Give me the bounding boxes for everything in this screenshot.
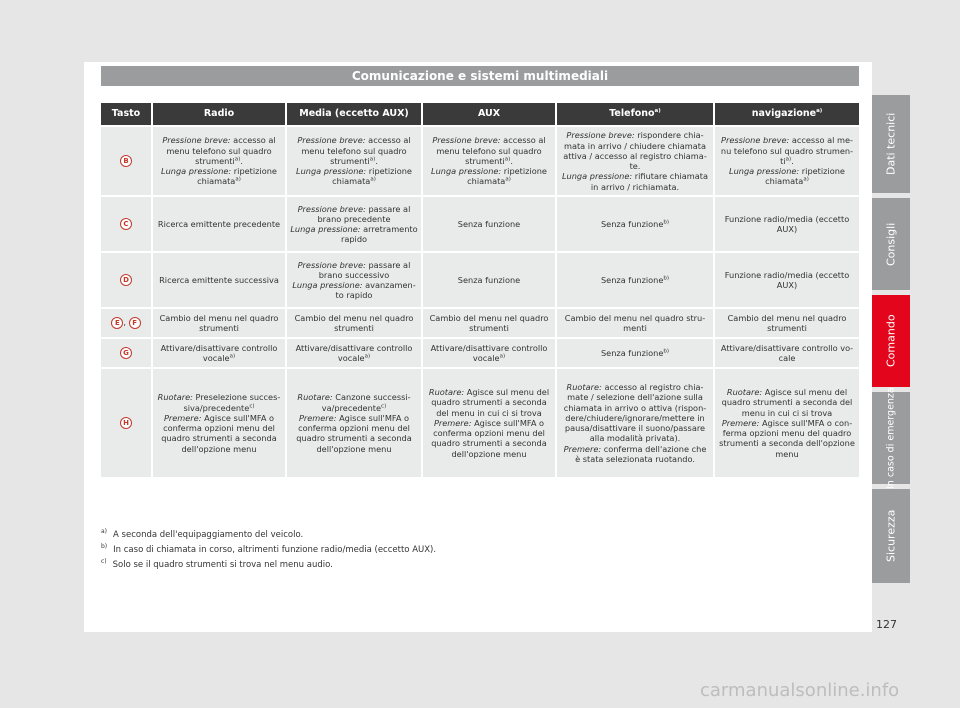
table-cell: Pressione breve: passare al brano successivo Lunga pressione: avanzamento rapido — [285, 253, 421, 307]
col-media: Media (eccetto AUX) — [285, 103, 421, 125]
table-header-row — [101, 103, 859, 125]
table-cell: Senza funzione$^{b)}$ — [555, 197, 713, 251]
table-cell: Cambio del menu nel quadro strumenti — [421, 309, 555, 337]
table-cell: Attivare/disattivare controllo vocale$^{a)}$ — [285, 339, 421, 367]
tab-consigli[interactable]: Consigli — [872, 198, 910, 290]
table-cell: Pressione breve: accesso al menu telefono sul quadro strumenti$^{a)}$. Lunga pressione: ripetizione chiamata$^{a)}$ — [713, 127, 859, 195]
table-cell: Senza funzione$^{b)}$ — [555, 339, 713, 367]
section-header: Comunicazione e sistemi multimediali — [101, 66, 859, 86]
footnote: $^{c)}$ Solo se il quadro strumenti si trova nel menu audio. — [101, 558, 333, 570]
table-cell: Pressione breve: accesso al menu telefono sul quadro strumenti$^{a)}$. Lunga pressione: ripetizione chiamata$^{a)}$ — [285, 127, 421, 195]
table-cell: Attivare/disattivare controllo vocale$^{a)}$ — [151, 339, 285, 367]
table-cell: Funzione radio/media (eccetto AUX) — [713, 253, 859, 307]
table-cell: Pressione breve: rispondere chiamata in arrivo / chiudere chiamata attiva / accesso al registro chiamate. Lunga pressione: rifiutare chiamata in arrivo / richiamata. — [555, 127, 713, 195]
table-cell: Senza funzione$^{b)}$ — [555, 253, 713, 307]
table-cell: Cambio del menu nel quadro strumenti — [555, 309, 713, 337]
table-cell: Cambio del menu nel quadro strumenti — [713, 309, 859, 337]
table-cell: Attivare/disattivare controllo vocale$^{a)}$ — [421, 339, 555, 367]
footnote: $^{b)}$ In caso di chiamata in corso, altrimenti funzione radio/media (eccetto AUX). — [101, 543, 437, 555]
key-h-icon: H — [120, 417, 132, 429]
key-cell — [101, 127, 151, 195]
table-cell: Cambio del menu nel quadro strumenti — [151, 309, 285, 337]
key-g-icon: G — [120, 347, 132, 359]
key-cell — [101, 197, 151, 251]
table-row — [101, 369, 859, 477]
table-cell: Ruotare: Agisce sul menu del quadro strumenti a seconda del menu in cui ci si trova Premere: Agisce sull'MFA o conferma opzioni menu del quadro strumenti a seconda dell'opzione menu — [713, 369, 859, 477]
col-navigazione: navigazione$^{a)}$ — [713, 103, 859, 125]
table-row — [101, 197, 859, 251]
table-row — [101, 127, 859, 195]
table-cell: Ricerca emittente precedente — [151, 197, 285, 251]
tab-dati-tecnici[interactable]: Dati tecnici — [872, 95, 910, 193]
key-b-icon: B — [120, 155, 132, 167]
table-cell: Attivare/disattivare controllo vocale — [713, 339, 859, 367]
table-cell: Pressione breve: passare al brano precedente Lunga pressione: arretramento rapido — [285, 197, 421, 251]
tab-sicurezza[interactable]: Sicurezza — [872, 489, 910, 583]
table-cell: Senza funzione — [421, 253, 555, 307]
table-cell: Funzione radio/media (eccetto AUX) — [713, 197, 859, 251]
tab-in-caso-di-emergenza[interactable]: In caso di emergenza — [872, 392, 910, 484]
key-cell: E , F — [101, 309, 151, 337]
watermark: carmanualsonline.info — [700, 680, 900, 701]
tab-comando[interactable]: Comando — [872, 295, 910, 387]
page-number: 127 — [876, 618, 897, 631]
table-cell: Ricerca emittente successiva — [151, 253, 285, 307]
col-tasto: Tasto — [101, 103, 151, 125]
key-cell — [101, 253, 151, 307]
key-e-icon: E — [111, 317, 123, 329]
table-cell: Ruotare: Canzone successiva/precedente$^{c)}$ Premere: Agisce sull'MFA o conferma opzioni menu del quadro strumenti a seconda dell'opzione menu — [285, 369, 421, 477]
table-row — [101, 253, 859, 307]
table-cell: Ruotare: accesso al registro chiamate / selezione dell'azione sulla chiamata in arrivo o attiva (rispondere/chiudere/ignorare/mettere in pausa/disattivare il suono/passare alla modalità privata). Premere: conferma dell'azione che è stata selezionata ruotando. — [555, 369, 713, 477]
footnotes — [101, 528, 801, 573]
key-c-icon: C — [120, 218, 132, 230]
col-aux: AUX — [421, 103, 555, 125]
table-cell: Senza funzione — [421, 197, 555, 251]
key-f-icon: F — [129, 317, 141, 329]
col-telefono: Telefono$^{a)}$ — [555, 103, 713, 125]
key-cell — [101, 369, 151, 477]
table-row — [101, 339, 859, 367]
table-cell: Ruotare: Agisce sul menu del quadro strumenti a seconda del menu in cui ci si trova Premere: Agisce sull'MFA o conferma opzioni menu del quadro strumenti a seconda dell'opzione menu — [421, 369, 555, 477]
button-function-table — [101, 101, 859, 479]
key-d-icon: D — [120, 274, 132, 286]
key-cell — [101, 339, 151, 367]
table-row — [101, 309, 859, 337]
table-cell: Ruotare: Preselezione successiva/precedente$^{c)}$ Premere: Agisce sull'MFA o conferma opzioni menu del quadro strumenti a seconda dell'opzione menu — [151, 369, 285, 477]
footnote: $^{a)}$ A seconda dell'equipaggiamento del veicolo. — [101, 528, 304, 540]
table-cell: Cambio del menu nel quadro strumenti — [285, 309, 421, 337]
table-cell: Pressione breve: accesso al menu telefono sul quadro strumenti$^{a)}$. Lunga pressione: ripetizione chiamata$^{a)}$ — [151, 127, 285, 195]
col-radio: Radio — [151, 103, 285, 125]
table-cell: Pressione breve: accesso al menu telefono sul quadro strumenti$^{a)}$. Lunga pressione: ripetizione chiamata$^{a)}$ — [421, 127, 555, 195]
